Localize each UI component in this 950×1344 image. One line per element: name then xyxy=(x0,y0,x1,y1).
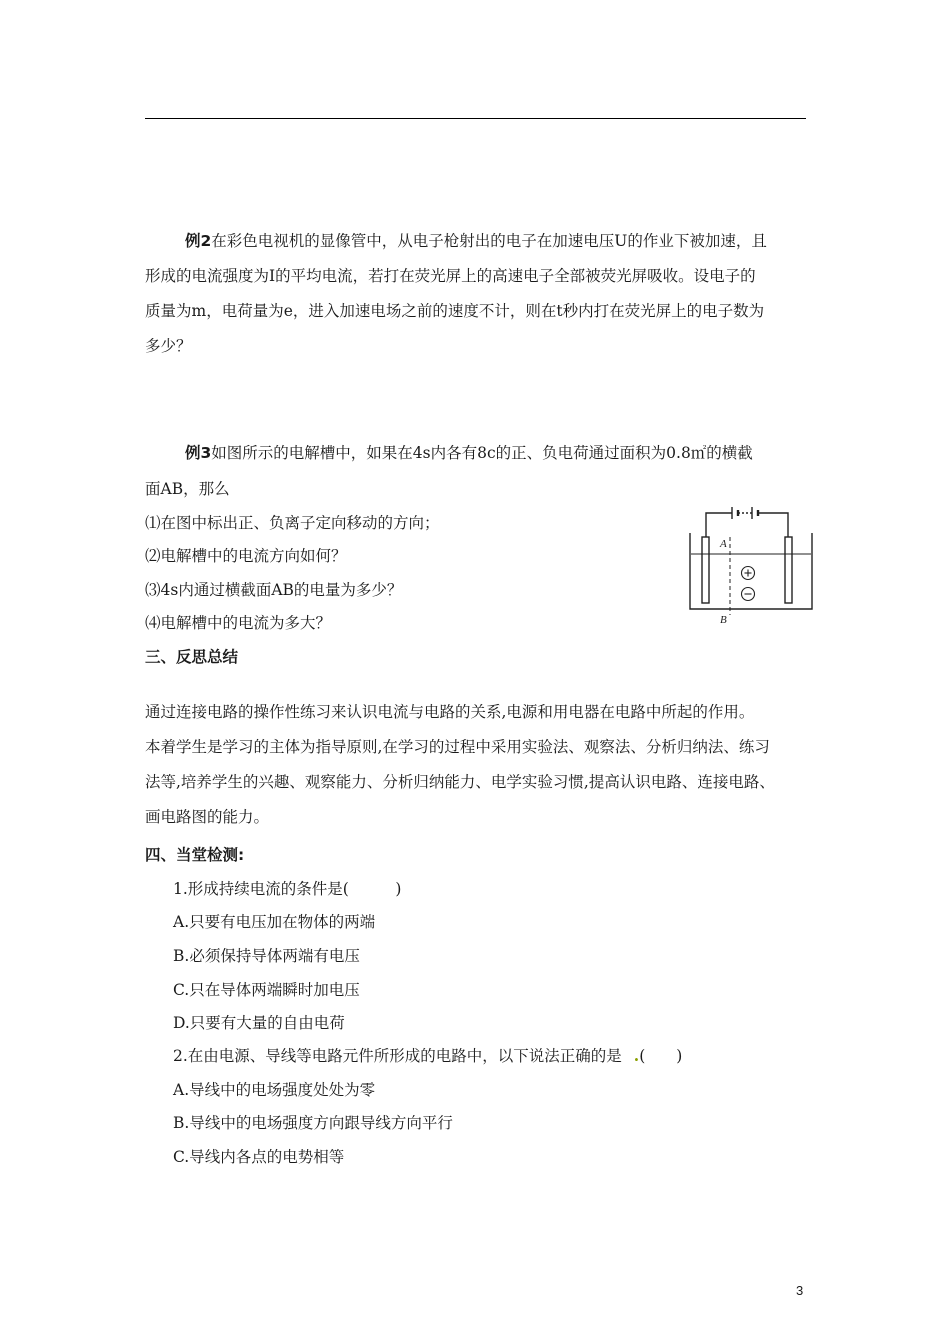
example2-line1 xyxy=(185,231,767,251)
q2-dot: . xyxy=(633,1046,640,1065)
page-number: 3 xyxy=(796,1283,804,1298)
example3-line1 xyxy=(185,443,753,463)
q2-option-a: A.导线中的电场强度处处为零 xyxy=(173,1081,376,1099)
example3-line2: 面AB，那么 xyxy=(145,480,230,498)
q1-option-c: C.只在导体两端瞬时加电压 xyxy=(173,981,360,999)
example3-item-1: ⑴在图中标出正、负离子定向移动的方向； xyxy=(145,514,440,532)
q2-paren: ( ) xyxy=(639,1047,683,1065)
q2-option-b: B.导线中的电场强度方向跟导线方向平行 xyxy=(173,1114,453,1132)
electrolytic-cell-diagram xyxy=(662,497,822,629)
label-a: A xyxy=(720,538,727,550)
example3-item-4: ⑷电解槽中的电流为多大？ xyxy=(145,614,332,632)
section3-line1: 通过连接电路的操作性练习来认识电流与电路的关系,电源和用电器在电路中所起的作用。 xyxy=(145,703,755,721)
section3-line4: 画电路图的能力。 xyxy=(145,808,270,826)
example3-label: 例3 xyxy=(185,444,212,462)
q2-option-c: C.导线内各点的电势相等 xyxy=(173,1148,345,1166)
q1-option-a: A.只要有电压加在物体的两端 xyxy=(173,913,376,931)
header-rule xyxy=(145,118,806,119)
example2-text1: 在彩色电视机的显像管中，从电子枪射出的电子在加速电压U的作业下被加速，且 xyxy=(211,232,767,250)
example2-line3: 质量为m，电荷量为e，进入加速电场之前的速度不计，则在t秒内打在荧光屏上的电子数为 xyxy=(145,302,765,320)
section3-line3: 法等,培养学生的兴趣、观察能力、分析归纳能力、电学实验习惯,提高认识电路、连接电路、 xyxy=(145,773,775,791)
example3-text1: 如图所示的电解槽中，如果在4s内各有8c的正、负电荷通过面积为0.8㎡的横截 xyxy=(211,444,753,462)
example2-label: 例2 xyxy=(185,232,212,250)
example3-item-3: ⑶4s内通过横截面AB的电量为多少？ xyxy=(145,581,403,599)
example2-line4: 多少？ xyxy=(145,337,192,355)
q2-stem-line xyxy=(173,1046,682,1066)
q1-option-d: D.只要有大量的自由电荷 xyxy=(173,1014,345,1032)
section3-heading: 三、反思总结 xyxy=(145,648,239,666)
q1-stem: 1.形成持续电流的条件是( ) xyxy=(173,880,402,898)
label-b: B xyxy=(720,614,727,626)
example2-line2: 形成的电流强度为I的平均电流，若打在荧光屏上的高速电子全部被荧光屏吸收。设电子的 xyxy=(145,267,756,285)
example3-item-2: ⑵电解槽中的电流方向如何？ xyxy=(145,547,347,565)
section4-heading: 四、当堂检测: xyxy=(145,846,245,864)
section3-line2: 本着学生是学习的主体为指导原则,在学习的过程中采用实验法、观察法、分析归纳法、练习 xyxy=(145,738,770,756)
q1-option-b: B.必须保持导体两端有电压 xyxy=(173,947,360,965)
q2-stem: 2.在由电源、导线等电路元件所形成的电路中，以下说法正确的是 xyxy=(173,1047,622,1065)
